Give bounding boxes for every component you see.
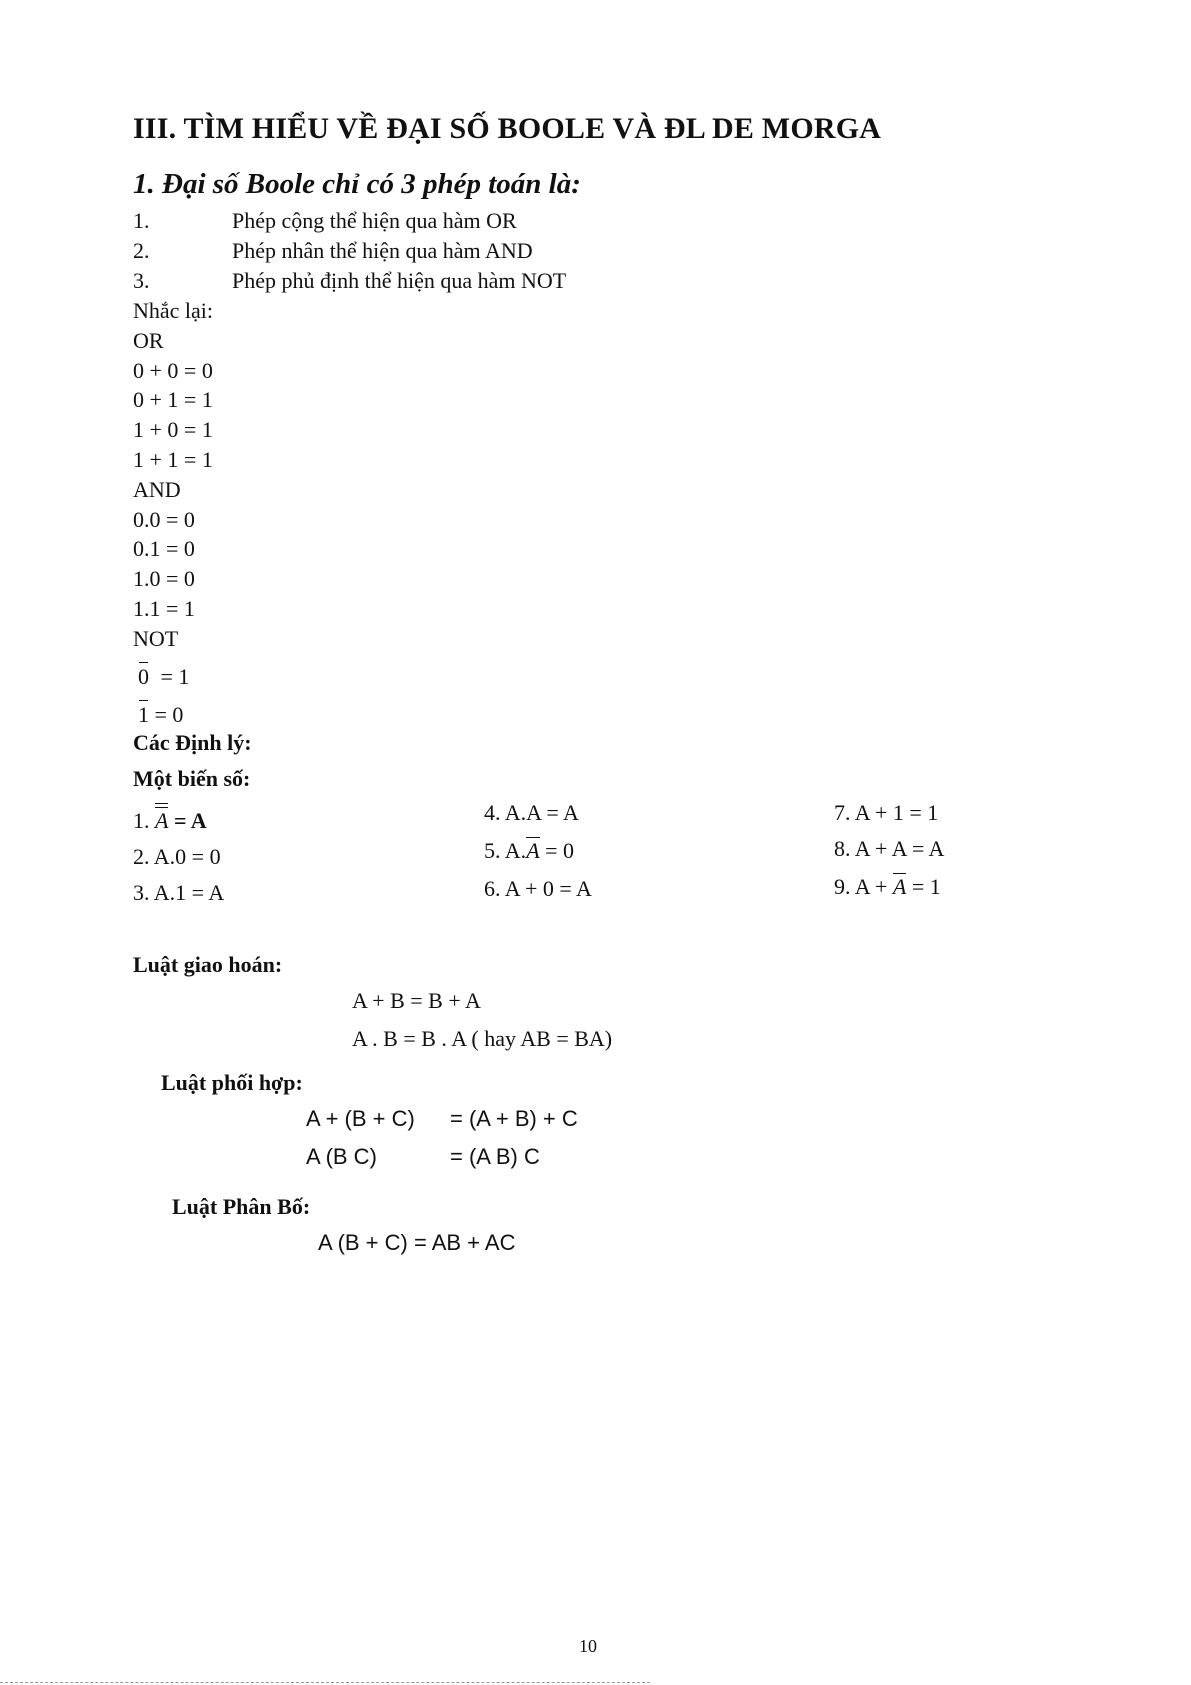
page-number: 10 bbox=[579, 1636, 597, 1656]
single-variable-label: Một biến số: bbox=[133, 766, 251, 791]
or-row: 1 + 1 = 1 bbox=[133, 447, 213, 472]
theorem-1-variable: A bbox=[155, 808, 169, 833]
distributive-label: Luật Phân Bố: bbox=[172, 1194, 311, 1219]
section-title: III. TÌM HIỂU VỀ ĐẠI SỐ BOOLE VÀ ĐL DE MORGA bbox=[133, 112, 882, 145]
not-operand: 1 bbox=[138, 702, 149, 727]
theorem-8: 8. A + A = A bbox=[834, 836, 945, 861]
or-row: 1 + 0 = 1 bbox=[133, 417, 213, 442]
theorem-7: 7. A + 1 = 1 bbox=[834, 800, 939, 825]
theorem-1 bbox=[133, 808, 207, 834]
associative-law-lhs: A + (B + C) bbox=[306, 1106, 415, 1131]
operation-2-text: Phép nhân thể hiện qua hàm AND bbox=[232, 238, 533, 263]
and-row: 1.0 = 0 bbox=[133, 566, 195, 591]
subsection-title: 1. Đại số Boole chỉ có 3 phép toán là: bbox=[133, 168, 581, 200]
and-row: 0.1 = 0 bbox=[133, 536, 195, 561]
theorem-1-prefix: 1. bbox=[133, 808, 155, 833]
theorem-1-result: = A bbox=[168, 808, 207, 833]
theorem-3: 3. A.1 = A bbox=[133, 880, 225, 905]
distributive-law: A (B + C) = AB + AC bbox=[318, 1230, 516, 1255]
theorem-9 bbox=[834, 874, 941, 900]
not-row bbox=[138, 664, 189, 690]
operation-1-number: 1. bbox=[133, 208, 150, 233]
commutative-law: A . B = B . A ( hay AB = BA) bbox=[352, 1026, 613, 1051]
recall-label: Nhắc lại: bbox=[133, 298, 214, 323]
or-row: 0 + 0 = 0 bbox=[133, 358, 213, 383]
theorem-9-prefix: 9. A + bbox=[834, 874, 893, 899]
and-row: 0.0 = 0 bbox=[133, 507, 195, 532]
not-result: = 1 bbox=[155, 664, 190, 689]
and-row: 1.1 = 1 bbox=[133, 596, 195, 621]
associative-law-rhs: = (A + B) + C bbox=[450, 1106, 578, 1131]
theorem-5 bbox=[484, 838, 574, 864]
operation-3-number: 3. bbox=[133, 268, 150, 293]
or-row: 0 + 1 = 1 bbox=[133, 387, 213, 412]
associative-law-lhs: A (B C) bbox=[306, 1144, 377, 1169]
theorem-9-result: = 1 bbox=[906, 874, 941, 899]
and-label: AND bbox=[133, 477, 181, 502]
operation-1-text: Phép cộng thể hiện qua hàm OR bbox=[232, 208, 517, 233]
not-row bbox=[138, 702, 183, 728]
not-result: = 0 bbox=[149, 702, 184, 727]
theorem-6: 6. A + 0 = A bbox=[484, 876, 592, 901]
associative-law-rhs: = (A B) C bbox=[450, 1144, 540, 1169]
theorem-5-result: = 0 bbox=[539, 838, 575, 863]
theorem-4: 4. A.A = A bbox=[484, 800, 579, 825]
theorems-label: Các Định lý: bbox=[133, 730, 252, 755]
operation-3-text: Phép phủ định thể hiện qua hàm NOT bbox=[232, 268, 567, 293]
theorem-9-variable: A bbox=[892, 874, 907, 899]
theorem-5-variable: A bbox=[526, 838, 540, 863]
not-label: NOT bbox=[133, 626, 179, 651]
theorem-2: 2. A.0 = 0 bbox=[133, 844, 221, 869]
associative-label: Luật phối hợp: bbox=[161, 1070, 303, 1095]
commutative-law: A + B = B + A bbox=[352, 988, 481, 1013]
or-label: OR bbox=[133, 328, 164, 353]
commutative-label: Luật giao hoán: bbox=[133, 952, 283, 977]
operation-2-number: 2. bbox=[133, 238, 150, 263]
not-operand: 0 bbox=[138, 664, 149, 689]
theorem-5-prefix: 5. A. bbox=[484, 838, 527, 863]
footer-divider bbox=[0, 1682, 650, 1683]
